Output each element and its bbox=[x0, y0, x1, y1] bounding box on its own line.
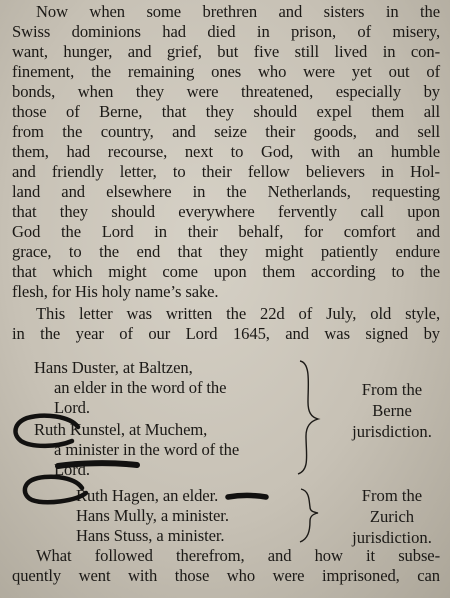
text-line: This letter was written the 22d of July, old style, bbox=[36, 304, 440, 323]
jurisdiction-line: From the bbox=[361, 486, 423, 505]
ink-underline-elder bbox=[228, 496, 266, 498]
text-line: want, hunger, and grief, but five still lived in con- bbox=[12, 42, 440, 61]
text-line: God the Lord in their behalf, for comfort and bbox=[12, 222, 440, 241]
jurisdiction-line: jurisdiction. bbox=[352, 528, 432, 547]
text-line: them, had recourse, next to God, with an humble bbox=[12, 142, 440, 161]
signer-line: Ruth Kunstel, at Muchem, bbox=[34, 420, 208, 439]
text-line: Now when some brethren and sisters in the bbox=[36, 2, 440, 21]
signer-line: Hans Mully, a minister. bbox=[76, 506, 229, 525]
text-line: Swiss dominions had died in prison, of misery, bbox=[12, 22, 440, 41]
text-line: flesh, for His holy name’s sake. bbox=[12, 282, 219, 301]
zurich-brace bbox=[300, 489, 318, 542]
berne-brace bbox=[298, 361, 318, 474]
signer-line: Hans Stuss, a minister. bbox=[76, 526, 225, 545]
jurisdiction-line: Zurich bbox=[369, 507, 415, 526]
text-line: in the year of our Lord 1645, and was signed by bbox=[12, 324, 440, 343]
jurisdiction-line: From the bbox=[361, 380, 423, 399]
signer-line: Hans Duster, at Baltzen, bbox=[34, 358, 193, 377]
text-line: What followed therefrom, and how it subse- bbox=[36, 546, 440, 565]
text-line: from the country, and seize their goods, and sell bbox=[12, 122, 440, 141]
signer-line: Lord. bbox=[54, 460, 90, 479]
text-line: bonds, when they were threatened, especially by bbox=[12, 82, 440, 101]
jurisdiction-line: jurisdiction. bbox=[352, 422, 432, 441]
text-line: quently went with those who were imprisoned, can bbox=[12, 566, 440, 585]
text-line: and friendly letter, to their fellow believers in Hol- bbox=[12, 162, 440, 181]
text-line: land and elsewhere in the Netherlands, requesting bbox=[12, 182, 440, 201]
text-line: that which might come upon them according to the bbox=[12, 262, 440, 281]
text-line: grace, to the end that they might patiently endure bbox=[12, 242, 440, 261]
signer-line: Ruth Hagen, an elder. bbox=[76, 486, 219, 505]
signer-line: an elder in the word of the bbox=[54, 378, 227, 397]
signer-line: a minister in the word of the bbox=[54, 440, 240, 459]
text-line: those of Berne, that they should expel them all bbox=[12, 102, 440, 121]
text-line: finement, the remaining ones who were yet out of bbox=[12, 62, 440, 81]
signer-line: Lord. bbox=[54, 398, 90, 417]
text-line: that they should everywhere fervently call upon bbox=[12, 202, 440, 221]
jurisdiction-line: Berne bbox=[372, 401, 412, 420]
